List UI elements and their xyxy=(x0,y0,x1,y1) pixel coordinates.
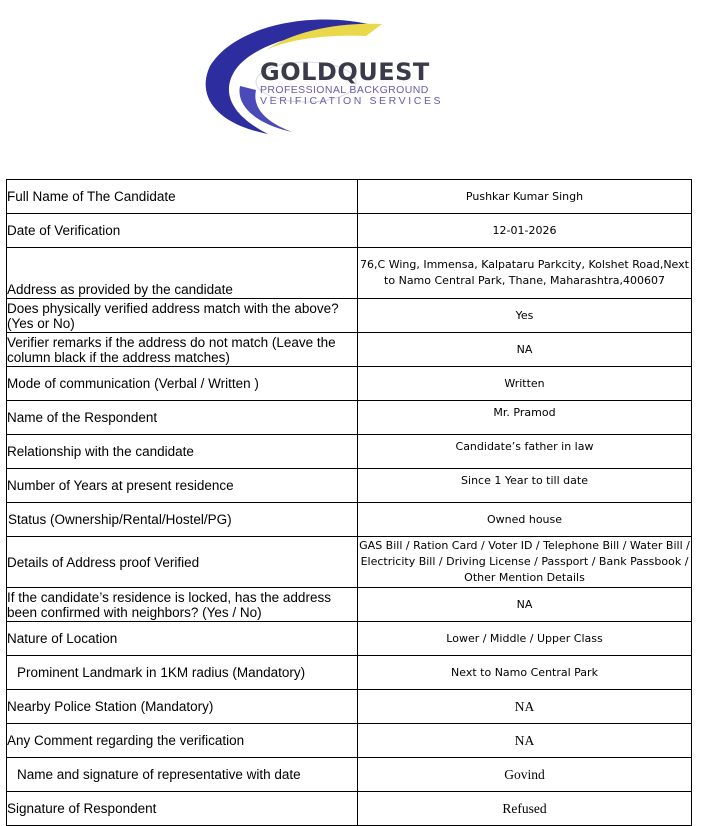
row-value: Candidate’s father in law xyxy=(358,435,692,469)
table-row xyxy=(7,690,692,724)
table-row xyxy=(7,656,692,690)
logo-tagline-2: VERIFICATION SERVICES xyxy=(260,95,444,107)
row-value: NA xyxy=(358,588,692,622)
table-row xyxy=(7,758,692,792)
row-label: Name of the Respondent xyxy=(7,401,358,435)
row-label: Relationship with the candidate xyxy=(7,435,358,469)
row-value: 12-01-2026 xyxy=(358,214,692,248)
table-row xyxy=(7,367,692,401)
table-row xyxy=(7,469,692,503)
row-label: Any Comment regarding the verification xyxy=(7,724,358,758)
row-value: NA xyxy=(358,333,692,367)
row-label: Nearby Police Station (Mandatory) xyxy=(7,690,358,724)
row-value: GAS Bill / Ration Card / Voter ID / Telephone Bill / Water Bill / Electricity Bill / Driving License / Passport / Bank Passbook / Other Mention Details xyxy=(358,537,692,588)
row-value: NA xyxy=(358,724,692,758)
row-value: Next to Namo Central Park xyxy=(358,656,692,690)
table-row xyxy=(7,724,692,758)
row-value: Mr. Pramod xyxy=(358,401,692,435)
row-value: Refused xyxy=(358,792,692,826)
table-row xyxy=(7,792,692,826)
row-value: Pushkar Kumar Singh xyxy=(358,180,692,214)
row-value: Since 1 Year to till date xyxy=(358,469,692,503)
row-label: Number of Years at present residence xyxy=(7,469,358,503)
row-label: Details of Address proof Verified xyxy=(7,537,358,588)
table-row xyxy=(7,214,692,248)
table-row xyxy=(7,503,692,537)
table-row xyxy=(7,435,692,469)
row-label: Date of Verification xyxy=(7,214,358,248)
table-row xyxy=(7,248,692,299)
logo-tagline-1: PROFESSIONAL BACKGROUND xyxy=(260,84,429,96)
table-row xyxy=(7,622,692,656)
row-label: Full Name of The Candidate xyxy=(7,180,358,214)
row-label: If the candidate’s residence is locked, has the address been confirmed with neighbors? (Yes / No) xyxy=(7,588,358,622)
logo-brand-name: GOLDQUEST xyxy=(260,58,430,86)
row-label: Name and signature of representative with date xyxy=(7,758,358,792)
row-value: Govind xyxy=(358,758,692,792)
table-row xyxy=(7,333,692,367)
row-value: Yes xyxy=(358,299,692,333)
table-row xyxy=(7,299,692,333)
table-row xyxy=(7,401,692,435)
row-label: Verifier remarks if the address do not match (Leave the column black if the address matches) xyxy=(7,333,358,367)
row-value: Lower / Middle / Upper Class xyxy=(358,622,692,656)
row-label: Signature of Respondent xyxy=(7,792,358,826)
row-label: Does physically verified address match with the above? (Yes or No) xyxy=(7,299,358,333)
row-value: Written xyxy=(358,367,692,401)
row-value: 76,C Wing, Immensa, Kalpataru Parkcity, Kolshet Road,Next to Namo Central Park, Thane, Maharashtra,400607 xyxy=(358,248,692,299)
row-value: NA xyxy=(358,690,692,724)
company-logo xyxy=(196,14,506,142)
logo-text xyxy=(260,60,443,107)
row-label: Nature of Location xyxy=(7,622,358,656)
row-value: Owned house xyxy=(358,503,692,537)
row-label: Prominent Landmark in 1KM radius (Mandatory) xyxy=(7,656,358,690)
table-row xyxy=(7,588,692,622)
row-label: Mode of communication (Verbal / Written ) xyxy=(7,367,358,401)
table-row xyxy=(7,537,692,588)
row-label: Address as provided by the candidate xyxy=(7,248,358,299)
verification-report-table xyxy=(6,179,692,826)
table-row xyxy=(7,180,692,214)
row-label: Status (Ownership/Rental/Hostel/PG) xyxy=(7,503,358,537)
